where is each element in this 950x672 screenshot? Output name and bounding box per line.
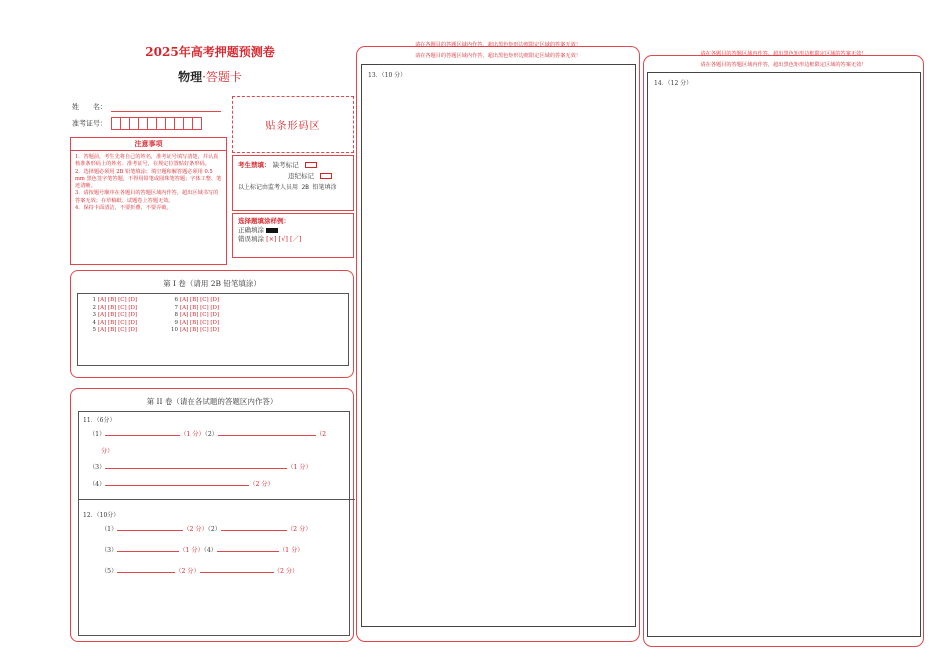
- notice-list: [71, 151, 226, 212]
- card-name: 答题卡: [205, 70, 242, 84]
- question-divider: [79, 499, 355, 500]
- sample-label: 选择题填涂样例：: [238, 217, 290, 225]
- q11-line-4: （4） （2 分）: [89, 481, 274, 488]
- barcode-label: 贴条形码区: [265, 121, 321, 132]
- q11-line-3: （3） （1 分）: [89, 464, 312, 471]
- notice-box: [70, 137, 227, 265]
- choice-row[interactable]: 8 [A] [B] [C] [D]: [174, 312, 220, 319]
- q13-heading: 13．（10 分）: [368, 72, 407, 79]
- column-3-panel: [643, 51, 924, 647]
- q11-line-1: （1） （1 分）（2） （2: [89, 431, 327, 438]
- q12-line-2: （3） （1 分）（4） （1 分）: [101, 547, 304, 554]
- section-2-title: 第 II 卷（请在各试题的答题区内作答）: [146, 397, 278, 406]
- notice-title: 注意事项: [71, 138, 226, 151]
- answer-blank[interactable]: [217, 546, 279, 552]
- notice-item: 1．答题前，考生先将自己的姓名，准考证号填写清楚，并认真核准条形码上的姓名、准考证号，在规定位置贴好条形码。: [75, 154, 219, 168]
- choice-grid: [77, 293, 349, 366]
- choice-row[interactable]: 6 [A] [B] [C] [D]: [174, 297, 220, 303]
- subject-label: 物理: [178, 70, 203, 84]
- section-1-choice: [70, 270, 354, 378]
- absent-mark-box[interactable]: [305, 162, 317, 168]
- answer-blank[interactable]: [105, 463, 287, 469]
- fill-sample-box: [232, 213, 354, 258]
- id-label: 准考证号：: [72, 119, 107, 128]
- q14-heading: 14．（12 分）: [654, 80, 693, 87]
- name-field[interactable]: [111, 105, 221, 112]
- violation-label: 违纪标记: [288, 172, 314, 180]
- answer-blank[interactable]: [105, 480, 249, 486]
- marks-note: 以上标记由监考人员用 2B 铅笔填涂: [238, 184, 337, 191]
- choice-row[interactable]: 9 [A] [B] [C] [D]: [174, 319, 220, 326]
- warning-text: 请在各题目的答题区域内作答，超出黑色矩形边框限定区域的答案无效！: [700, 51, 867, 57]
- wrong-fill-samples: [×] [√] [／]: [266, 235, 302, 243]
- answer-blank[interactable]: [218, 430, 316, 436]
- notice-item: 3．请按题号顺序在各题目的答题区域内作答，超出区域书写的答案无效；在草稿纸、试题卷上答题无效。: [75, 190, 219, 204]
- choice-row[interactable]: 1 [A] [B] [C] [D]: [92, 297, 138, 303]
- answer-blank[interactable]: [200, 567, 274, 573]
- warning-text: 请在各题目的答题区域内作答，超出黑色矩形边框限定区域的答案无效！: [414, 53, 581, 59]
- section-2-written: [70, 388, 354, 642]
- q11-line-2: 分）: [101, 448, 114, 455]
- q12-heading: 12．（10分）: [83, 512, 120, 519]
- notice-item: 2．选择题必须用 2B 铅笔填涂；填空题和解答题必须用 0.5 mm 黑色签字笔答题，不得用铅笔或圆珠笔答题；字体工整、笔迹清晰。: [75, 168, 222, 190]
- section-1-title: 第 I 卷（请用 2B 铅笔填涂）: [163, 279, 261, 288]
- q13-answer-box[interactable]: [361, 64, 636, 627]
- choice-row[interactable]: 10 [A] [B] [C] [D]: [171, 327, 220, 334]
- choice-column-2: [168, 297, 219, 335]
- choice-row[interactable]: 5 [A] [B] [C] [D]: [92, 327, 138, 334]
- proctor-marks-box: [232, 155, 354, 211]
- choice-row[interactable]: 4 [A] [B] [C] [D]: [92, 319, 138, 326]
- correct-fill-sample: [266, 228, 278, 233]
- card-title: [145, 68, 275, 85]
- correct-fill-label: 正确填涂: [238, 226, 264, 234]
- title-separator: ·: [202, 70, 206, 84]
- q12-line-1: （1） （2 分）（2） （2 分）: [101, 526, 312, 533]
- q12-line-3: （5） （2 分） （2 分）: [101, 568, 299, 575]
- choice-row[interactable]: 2 [A] [B] [C] [D]: [92, 304, 138, 311]
- q11-q12-answer-box[interactable]: [78, 411, 350, 636]
- id-row: [72, 117, 201, 130]
- wrong-fill-label: 错误填涂: [238, 235, 264, 243]
- choice-row[interactable]: 7 [A] [B] [C] [D]: [174, 304, 220, 311]
- marks-label: 考生禁填：: [238, 161, 271, 169]
- column-2-panel: [356, 42, 640, 642]
- answer-blank[interactable]: [117, 567, 175, 573]
- warning-text: 请在各题目的答题区域内作答，超出黑色矩形边框限定区域的答案无效！: [700, 62, 867, 68]
- name-row: [72, 102, 221, 112]
- q11-heading: 11．（6分）: [83, 417, 116, 424]
- name-label: 姓 名：: [72, 103, 107, 111]
- q14-answer-box[interactable]: [647, 72, 921, 637]
- choice-row[interactable]: 3 [A] [B] [C] [D]: [92, 312, 138, 319]
- answer-blank[interactable]: [221, 525, 287, 531]
- barcode-area: [232, 96, 354, 153]
- warning-text: 请在各题目的答题区域内作答，超出黑色矩形边框限定区域的答案无效！: [414, 42, 581, 48]
- notice-item: 4．保持卡面清洁，不要折叠、不要弄破。: [75, 205, 172, 212]
- violation-mark-box[interactable]: [320, 173, 332, 179]
- answer-blank[interactable]: [105, 430, 180, 436]
- answer-blank[interactable]: [117, 546, 179, 552]
- id-number-boxes[interactable]: [111, 117, 201, 130]
- absent-label: 缺考标记: [272, 161, 299, 169]
- exam-title: 2025年高考押题预测卷: [145, 45, 275, 59]
- answer-blank[interactable]: [117, 525, 183, 531]
- choice-column-1: [86, 297, 137, 335]
